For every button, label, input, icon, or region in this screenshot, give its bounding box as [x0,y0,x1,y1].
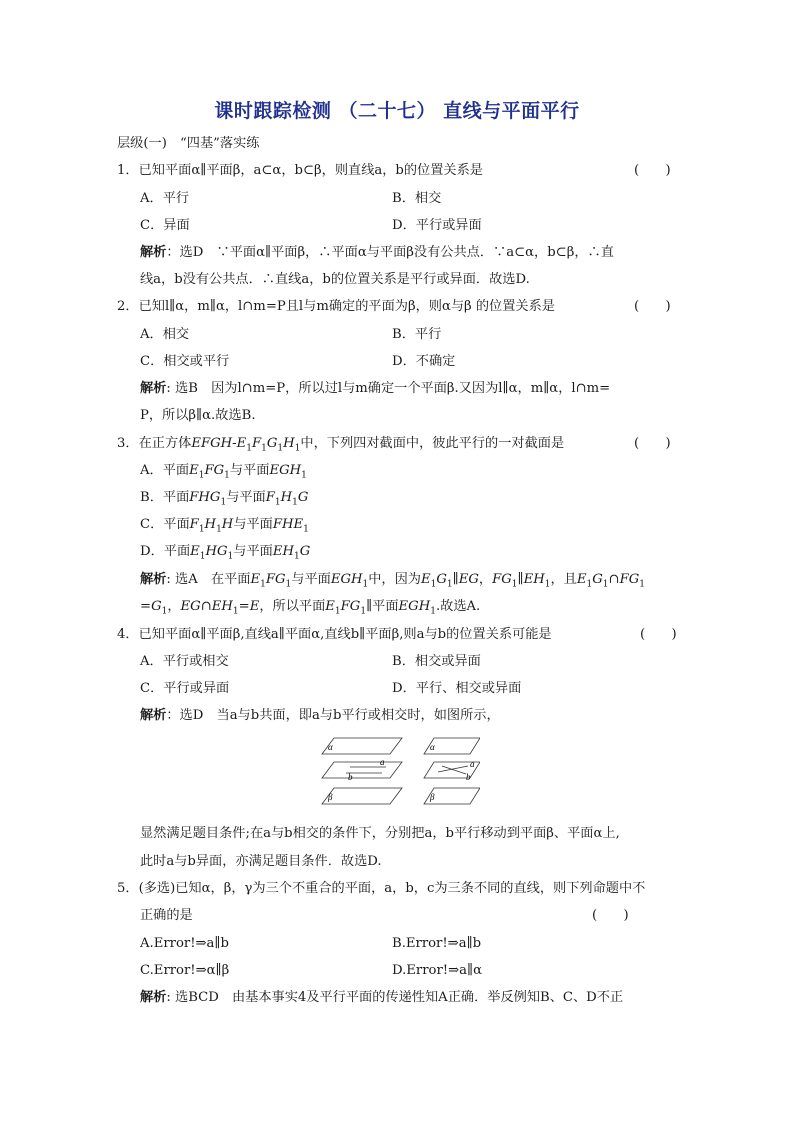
q2-option-c: C．相交或平行 [140,354,230,369]
plane-alpha-left [322,738,402,754]
level-heading: 层级(一) “四基”落实练 [117,136,260,151]
q3-option-b: B．平面$FHG_1$与平面$F_1H_1G$ [140,490,309,508]
figure-parallel-case [322,738,402,804]
label-a-right: a [470,759,475,769]
label-alpha-left: α [328,742,333,752]
q3-option-c: C．平面$F_1H_1H$与平面$FHE_1$ [140,517,309,535]
q4-option-d: D．平行、相交或异面 [392,681,522,696]
q1-solution-line2: 线a，b没有公共点．∴直线a，b的位置关系是平行或异面．故选D. [140,272,530,287]
q5-option-a: A.Error!⇒a∥b [140,936,229,951]
q5-stem-line1: 5．(多选)已知α，β，γ为三个不重合的平面，a，b，c为三条不同的直线，则下列命题中不 [117,881,646,896]
label-beta-right: β [430,792,435,802]
q2-answer-paren: ( ) [634,299,671,314]
q4-solution-line3: 此时a与b异面，亦满足题目条件．故选D. [140,854,382,869]
q5-option-c: C.Error!⇒α∥β [140,963,230,978]
q4-option-c: C．平行或异面 [140,681,230,696]
q1-option-c: C．异面 [140,218,190,233]
q3-stem: 3．在正方体EFGH-$E_1F_1G_1H_1$中，下列四对截面中，彼此平行的一对截面是 [117,436,565,454]
q3-option-a: A．平面$E_1FG_1$与平面$EGH_1$ [140,463,307,481]
label-beta-left: β [328,792,333,802]
q1-stem: 1．已知平面α∥平面β，a⊂α，b⊂β，则直线a，b的位置关系是 [117,163,483,178]
label-b-right: b [466,772,471,782]
plane-beta-left [322,788,402,804]
q5-answer-paren: ( ) [592,908,629,923]
q5-solution-line1: 解析: 选BCD 由基本事实4及平行平面的传递性知A正确．举反例知B、C、D不正 [140,990,624,1005]
q4-option-a: A．平行或相交 [140,654,229,669]
figure-intersecting-case [424,738,480,804]
q1-solution-line1 [140,245,614,261]
q3-answer-paren: ( ) [634,436,671,451]
solution-label: 解析 [140,708,167,723]
q3-solution-line1: 解析: 选A 在平面$E_1FG_1$与平面$EGH_1$中，因为$E_1G_1\parallel EG$，$FG_1\parallel EH_1$，且$E_1G_1\cap FG_1$ [140,572,646,590]
q4-answer-paren: ( ) [640,627,677,642]
q5-option-d: D.Error!⇒a∥α [392,963,482,978]
solution-label: 解析 [140,381,167,396]
q2-stem: 2．已知l∥α，m∥α，l∩m=P且l与m确定的平面为β，则α与β 的位置关系是 [117,299,555,314]
line-a-right [438,766,468,772]
planes-figure [320,734,480,812]
q2-solution-line2: P，所以β∥α.故选B. [140,408,256,423]
q5-option-b: B.Error!⇒a∥b [392,936,482,951]
q2-solution-text: : 选B 因为l∩m=P，所以过l与m确定一个平面β.又因为l∥α，m∥α，l∩m= [166,381,611,396]
label-a-left: a [380,757,385,767]
q2-option-d: D．不确定 [392,354,456,369]
q1-option-a: A．平行 [140,191,190,206]
plane-middle-left [322,762,402,778]
q1-solution-text: ：选D ∵平面α∥平面β，∴平面α与平面β没有公共点．∵a⊂α，b⊂β，∴直 [166,245,614,260]
q4-stem: 4．已知平面α∥平面β,直线a∥平面α,直线b∥平面β,则a与b的位置关系可能是 [117,627,552,642]
q2-option-a: A．相交 [140,327,190,342]
q4-solution-line2: 显然满足题目条件;在a与b相交的条件下，分别把a，b平行移动到平面β、平面α上, [140,826,620,841]
q4-solution-line1: 解析：选D 当a与b共面，即a与b平行或相交时，如图所示， [140,708,500,723]
page-title: 课时跟踪检测 （二十七） 直线与平面平行 [214,100,580,122]
q2-solution-line1 [140,381,610,397]
q4-option-b: B．相交或异面 [392,654,481,669]
q3-option-d: D．平面$E_1HG_1$与平面$EH_1G$ [140,544,311,562]
q5-stem-line2: 正确的是 [140,908,193,923]
q1-answer-paren: ( ) [634,163,671,178]
solution-label: 解析 [140,990,167,1005]
q3-solution-line2: $=G_1$，$EG\cap EH_1=E$，所以平面$E_1FG_1\parallel$平面$EGH_1$.故选A. [140,599,481,617]
q1-option-b: B．相交 [392,191,442,206]
solution-label: 解析 [140,572,167,587]
label-b-left: b [348,772,353,782]
solution-label: 解析 [140,245,167,260]
q2-option-b: B．平行 [392,327,442,342]
q1-option-d: D．平行或异面 [392,218,482,233]
label-alpha-right: α [430,742,435,752]
